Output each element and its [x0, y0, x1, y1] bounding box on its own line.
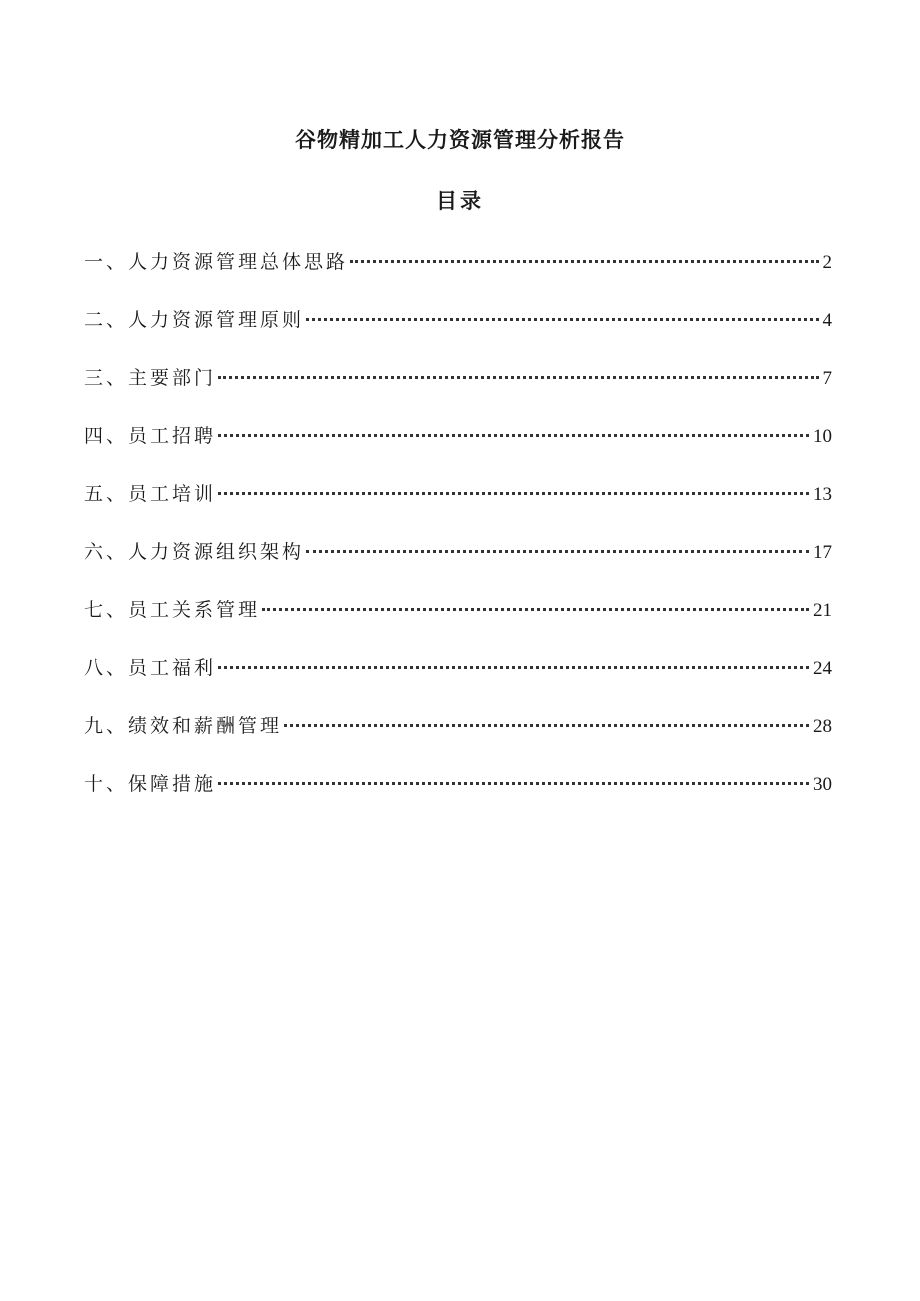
toc-entry-page: 10: [813, 426, 832, 447]
toc-entry-label: 二、人力资源管理原则: [84, 309, 305, 331]
toc-entry-page: 24: [813, 658, 832, 679]
toc-entry-page: 28: [813, 716, 832, 737]
toc-dot-leader: [218, 376, 818, 379]
toc-entry-9[interactable]: [84, 709, 832, 767]
toc-entry-label: 十、保障措施: [84, 773, 217, 795]
toc-dot-leader: [218, 782, 809, 785]
toc-entry-label: 七、员工关系管理: [84, 599, 261, 621]
toc-dot-leader: [218, 492, 809, 495]
toc-entry-page: 2: [822, 252, 832, 273]
toc-entry-page: 4: [822, 310, 832, 331]
toc-entry-page: 13: [813, 484, 832, 505]
toc-entry-3[interactable]: [84, 361, 832, 419]
toc-entry-1[interactable]: [84, 245, 832, 303]
toc-dot-leader: [262, 608, 809, 611]
toc-entry-label: 四、员工招聘: [84, 425, 217, 447]
toc-entry-page: 17: [813, 542, 832, 563]
toc-entry-6[interactable]: [84, 535, 832, 593]
toc-dot-leader: [218, 434, 809, 437]
toc-entry-page: 30: [813, 774, 832, 795]
toc-entry-8[interactable]: [84, 651, 832, 709]
toc-dot-leader: [306, 550, 809, 553]
toc-entry-page: 7: [822, 368, 832, 389]
toc-entry-2[interactable]: [84, 303, 832, 361]
toc-entry-label: 六、人力资源组织架构: [84, 541, 305, 563]
toc-dot-leader: [218, 666, 809, 669]
toc-entry-label: 三、主要部门: [84, 367, 217, 389]
toc-entry-label: 五、员工培训: [84, 483, 217, 505]
document-title: 谷物精加工人力资源管理分析报告: [295, 128, 625, 152]
toc-heading: 目录: [436, 189, 484, 213]
toc-entry-10[interactable]: [84, 767, 832, 825]
toc-entry-page: 21: [813, 600, 832, 621]
toc-entry-label: 九、绩效和薪酬管理: [84, 715, 283, 737]
toc-entry-5[interactable]: [84, 477, 832, 535]
toc-dot-leader: [306, 318, 818, 321]
toc-dot-leader: [284, 724, 809, 727]
toc-entry-4[interactable]: [84, 419, 832, 477]
toc-entry-7[interactable]: [84, 593, 832, 651]
table-of-contents: [84, 245, 832, 825]
toc-entry-label: 八、员工福利: [84, 657, 217, 679]
toc-dot-leader: [350, 260, 818, 263]
toc-entry-label: 一、人力资源管理总体思路: [84, 251, 349, 273]
